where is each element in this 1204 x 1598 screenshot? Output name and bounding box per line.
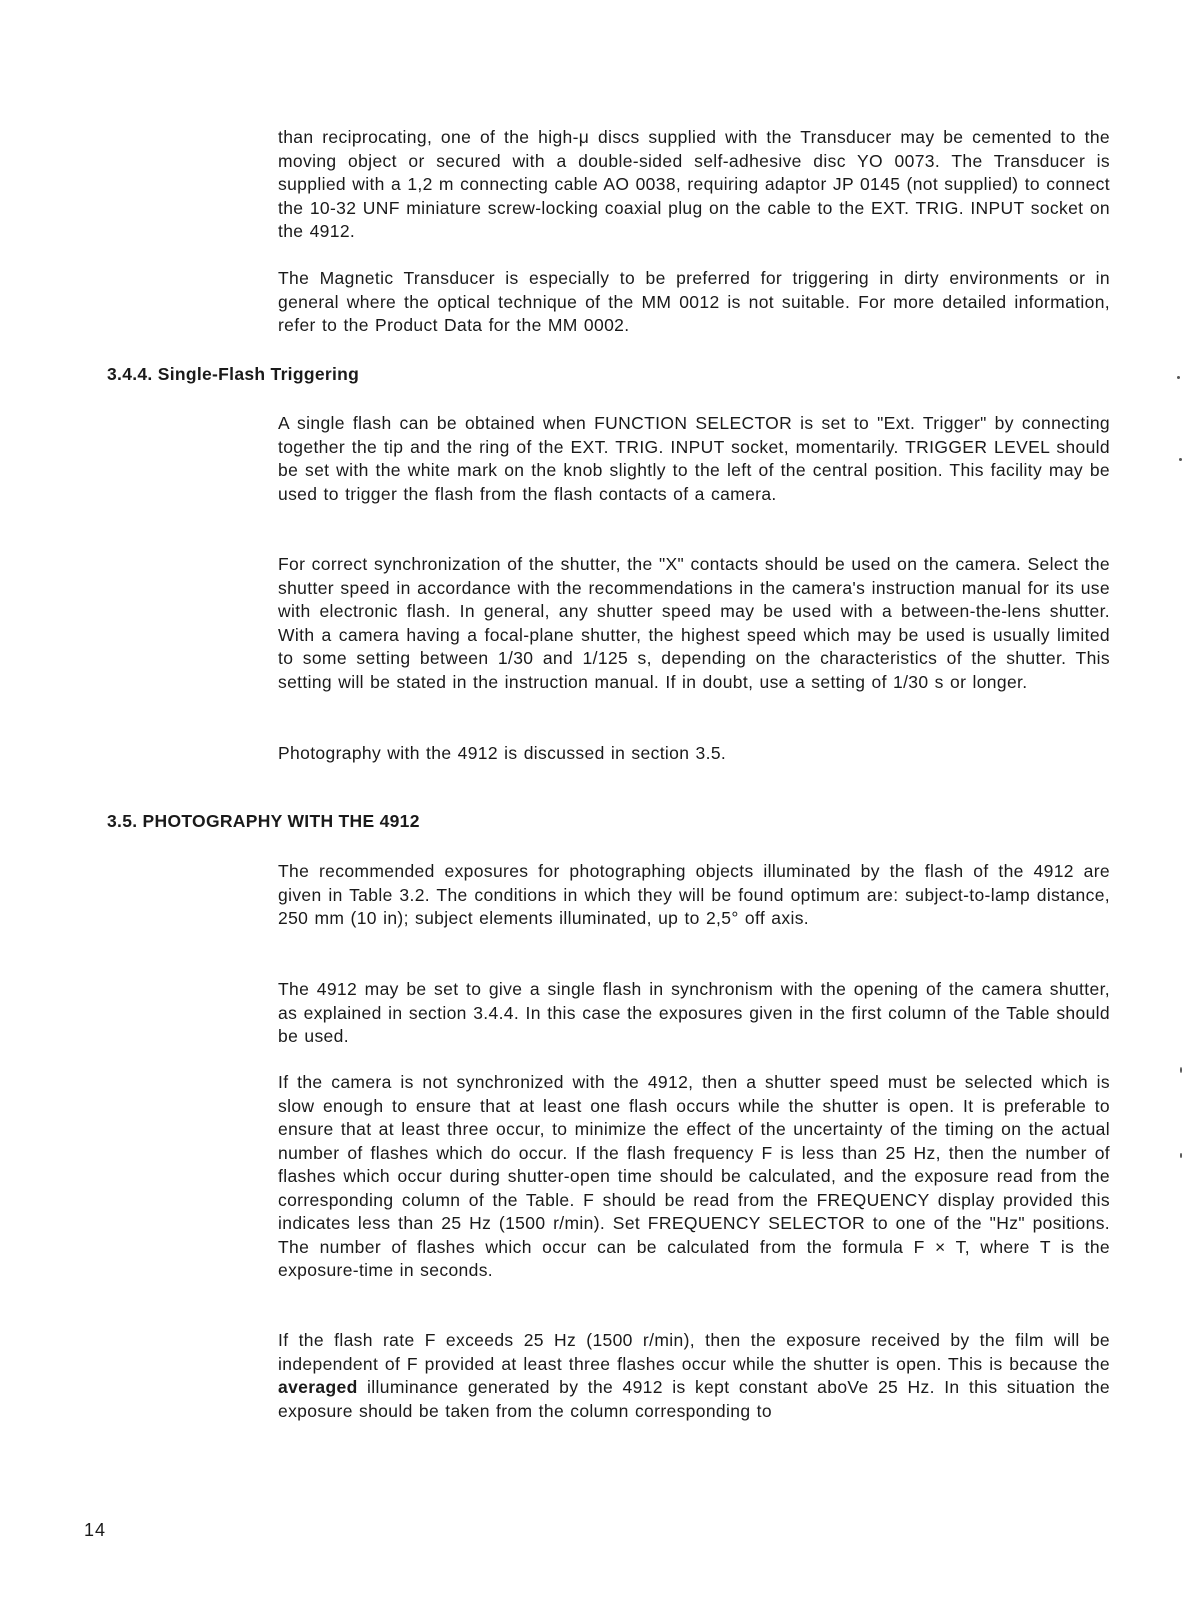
emphasis-averaged: averaged [278,1377,358,1397]
section-heading-photography: 3.5. PHOTOGRAPHY WITH THE 4912 [107,811,420,831]
paragraph-photography-reference: Photography with the 4912 is discussed in section 3.5. [278,743,727,763]
scan-speck [1177,376,1180,379]
paragraph-flash-rate-text-a: If the flash rate F exceeds 25 Hz (1500 r/min), then the exposure received by the film will be independent of F provided at least three flashes occur while the shutter is open. This is because the [278,1330,1110,1374]
paragraph-single-flash: A single flash can be obtained when FUNCTION SELECTOR is set to "Ext. Trigger" by connecting together the tip and the ring of the EXT. TRIG. INPUT socket, momentarily. TRIGGER LEVEL should be set with the white mark on the knob slightly to the left of the central position. This facility may be used to trigger the flash from the flash contacts of a camera. [278,413,1110,504]
paragraph-magnetic-transducer: The Magnetic Transducer is especially to be preferred for triggering in dirty environments or in general where the optical technique of the MM 0012 is not suitable. For more detailed information, refer to the Product Data for the MM 0002. [278,268,1110,335]
paragraph-unsynchronized-camera: If the camera is not synchronized with the 4912, then a shutter speed must be selected which is slow enough to ensure that at least one flash occurs while the shutter is open. It is preferable to ensure that at least three occur, to minimize the effect of the uncertainty of the timing on the actual number of flashes which do occur. If the flash frequency F is less than 25 Hz, then the number of flashes which occur during shutter-open time should be calculated, and the exposure read from the corresponding column of the Table. F should be read from the FREQUENCY display provided this indicates less than 25 Hz (1500 r/min). Set FREQUENCY SELECTOR to one of the "Hz" positions. The number of flashes which occur can be calculated from the formula F × T, where T is the exposure-time in seconds. [278,1072,1110,1280]
paragraph-single-flash-sync: The 4912 may be set to give a single flash in synchronism with the opening of the camera shutter, as explained in section 3.4.4. In this case the exposures given in the first column of the Table should be used. [278,979,1110,1046]
section-heading-single-flash-triggering: 3.4.4. Single-Flash Triggering [107,364,360,384]
paragraph-shutter-synchronization: For correct synchronization of the shutter, the "X" contacts should be used on the camera. Select the shutter speed in accordance with the recommendations in the camera's instruction manual for its use with electronic flash. In general, any shutter speed may be used with a between-the-lens shutter. With a camera having a focal-plane shutter, the highest speed which may be used is usually limited to some setting between 1/30 and 1/125 s, depending on the characteristics of the shutter. This setting will be stated in the instruction manual. If in doubt, use a setting of 1/30 s or longer. [278,554,1110,692]
paragraph-flash-rate [278,1329,1110,1423]
scan-speck [1180,1153,1182,1158]
scan-speck [1179,458,1182,461]
paragraph-transducer-discs: than reciprocating, one of the high-μ discs supplied with the Transducer may be cemented to the moving object or secured with a double-sided self-adhesive disc YO 0073. The Transducer is supplied with a 1,2 m connecting cable AO 0038, requiring adaptor JP 0145 (not supplied) to connect the 10-32 UNF miniature screw-locking coaxial plug on the cable to the EXT. TRIG. INPUT socket on the 4912. [278,127,1110,241]
page-number: 14 [84,1520,107,1540]
paragraph-flash-rate-text-b: illuminance generated by the 4912 is kept constant aboVe 25 Hz. In this situation the exposure should be taken from the column corresponding to [278,1377,1110,1421]
paragraph-recommended-exposures: The recommended exposures for photographing objects illuminated by the flash of the 4912 are given in Table 3.2. The conditions in which they will be found optimum are: subject-to-lamp distance, 250 mm (10 in); subject elements illuminated, up to 2,5° off axis. [278,861,1110,928]
scan-speck [1180,1067,1182,1073]
